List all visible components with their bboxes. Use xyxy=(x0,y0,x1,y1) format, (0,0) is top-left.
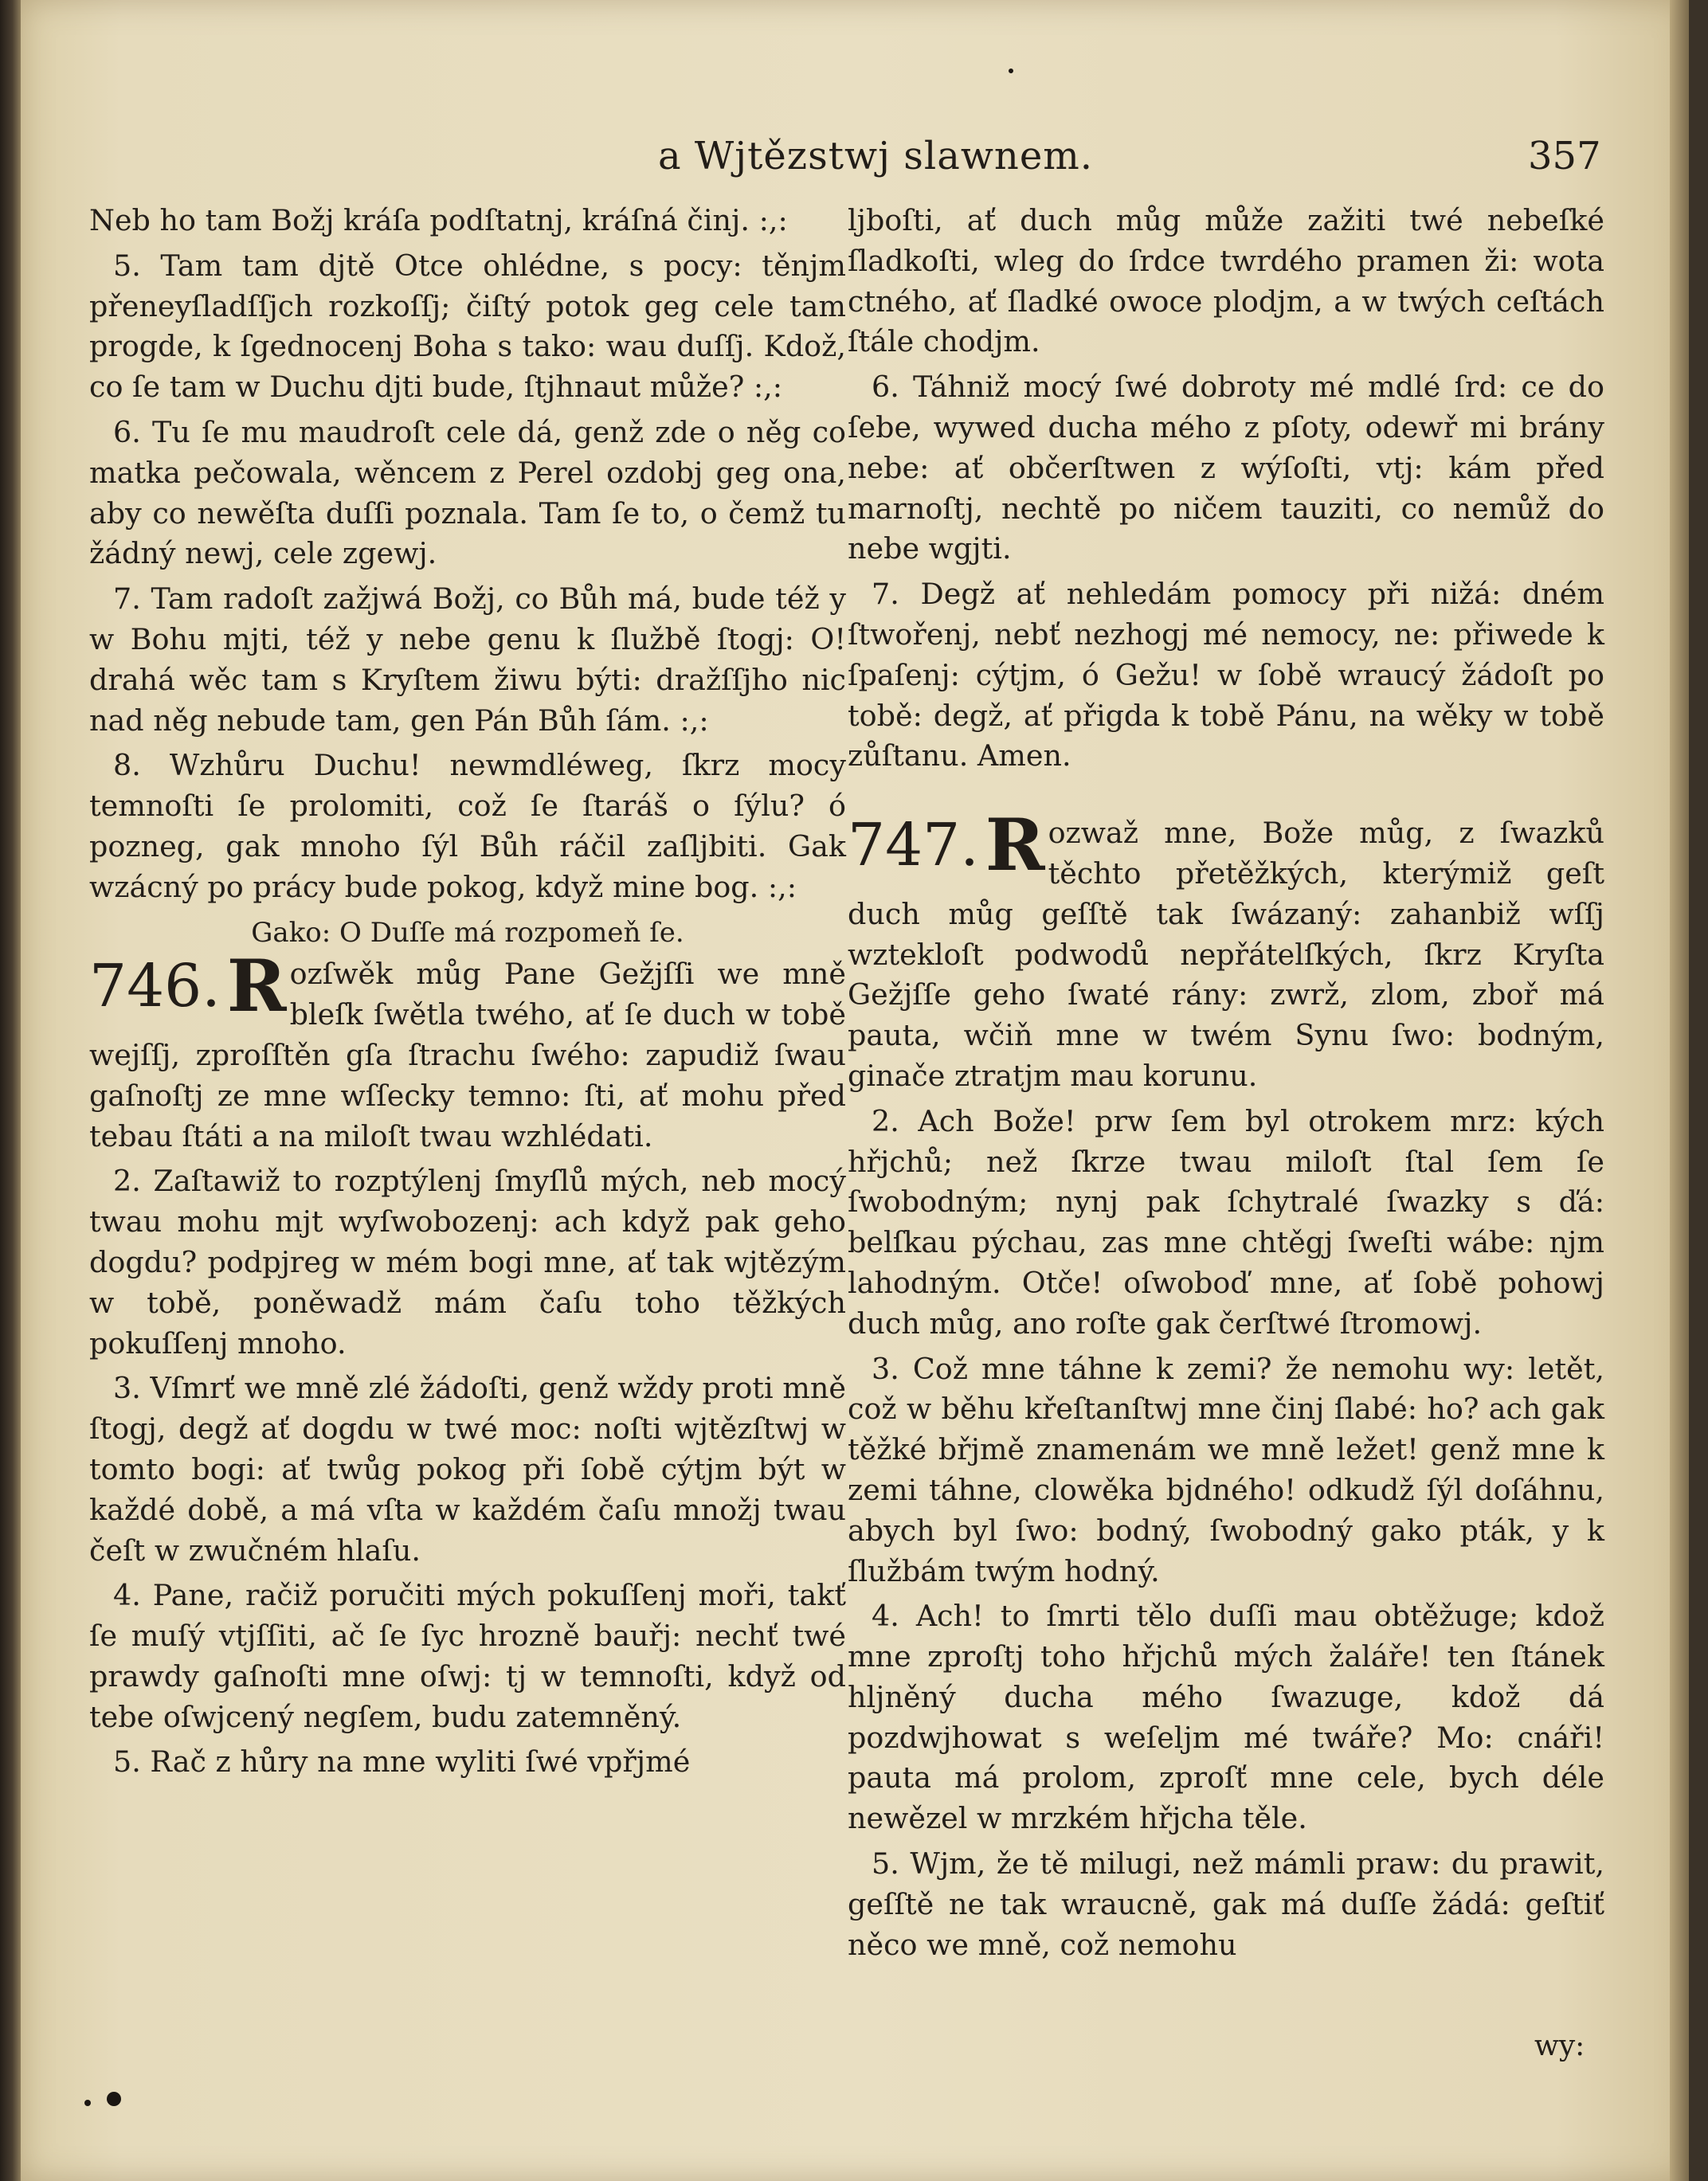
paragraph: 7. Tam radoſt zažjwá Božj, co Bůh má, bude též y w Bohu mjti, též y nebe genu k ſlužbě ſtogj: O! drahá wěc tam s Kryſtem žiwu býti: dražſſjho nic nad něg nebude tam, gen Pán Bůh ſám. :,: xyxy=(89,581,846,738)
hymn-746 xyxy=(89,944,846,1157)
running-head: a Wjtězstwj slawnem. xyxy=(658,134,1094,178)
paragraph: 3. Což mne táhne k zemi? že nemohu wy: letět, což w běhu křeſtanſtwj mne činj ſlabé: ho? ach gak těžké břjmě znamenám we mně ležet! genž mne k zemi táhne, clowěka bjdného! odkudž ſýl doſáhnu, abych byl ſwo: bodný, ſwobodný gako pták, y k ſlužbám twým hodný. xyxy=(848,1351,1604,1588)
paragraph: 8. Wzhůru Duchu! newmdléweg, ſkrz mocy temnoſti ſe prolomiti, což ſe ſtaráš o ſýlu? ó pozneg, gak mnoho ſýl Bůh ráčil zaſljbiti. Gak wzácný po prácy bude pokog, když mine bog. :,: xyxy=(89,748,846,904)
tune-indication: Gako: O Duſſe má rozpomeň ſe. xyxy=(251,916,684,949)
paragraph: 2. Ach Bože! prw ſem byl otrokem mrz: kých hřjchů; než ſkrze twau miloſt ſtal ſem ſe ſwobodným; nynj pak ſchytralé ſwazky s ďá: belſkau pýchau, zas mne chtěgj ſweſti wábe: njm lahodným. Otče! oſwoboď mne, ať ſobě pohowj duch můg, ano roſte gak čerſtwé ſtromowj. xyxy=(848,1103,1604,1341)
spacer xyxy=(848,781,1604,813)
paragraph: ljboſti, ať duch můg může zažiti twé nebeſké ſladkoſti, wleg do ſrdce twrdého pramen ži: wota ctného, ať ſladké owoce plodjm, a w twých ceſtách ſtále chodjm. xyxy=(848,203,1604,359)
paragraph: 4. Pane, račiž poručiti mých pokuſſenj moři, takť ſe muſý vtjſſiti, ač ſe ſyc hrozně bauřj: nechť twé prawdy gaſnoſti mne oſwj: tj w temnoſti, když od tebe oſwjcený negſem, budu zatemněný. xyxy=(89,1578,846,1734)
paragraph: 5. Wjm, že tě milugi, než mámli praw: du prawit, geſſtě ne tak wraucně, gak má duſſe žádá: geſtiť něco we mně, což nemohu xyxy=(848,1846,1604,1962)
hymn-number: 747. xyxy=(848,811,979,880)
paragraph: 5. Tam tam djtě Otce ohlédne, s pocy: těnjm přeneyſladſſjch rozkoſſj; čiſtý potok geg cele tam progde, k ſgednocenj Boha s tako: wau duſſj. Kdož, co ſe tam w Duchu djti bude, ſtjhnaut může? :,: xyxy=(89,248,846,405)
hymn-number: 746. xyxy=(89,952,221,1021)
paragraph: 6. Tu ſe mu maudroſt cele dá, genž zde o něg co matka pečowala, wěncem z Perel ozdobj geg ona, aby co newěſta duſſi poznala. Tam ſe to, o čemž tu žádný newj, cele zgewj. xyxy=(89,414,846,571)
book-page xyxy=(21,0,1689,2181)
paragraph: 4. Ach! to ſmrti tělo duſſi mau obtěžuge; kdož mne zproſtj toho hřjchů mých žaláře! ten ſtánek hljněný ducha mého ſwazuge, kdož dá pozdwjhowat s weſeljm mé twáře? Mo: cnáři! pauta má prolom, zproſť mne cele, bych déle newězel w mrzkém hřjcha těle. xyxy=(848,1599,1604,1836)
paragraph: 6. Táhniž mocý ſwé dobroty mé mdlé ſrd: ce do ſebe, wywed ducha mého z pſoty, odewř mi brány nebe: ať občerſtwen z wýſoſti, vtj: kám před marnoſtj, nechtě po ničem tauziti, co nemůž do nebe wgjti. xyxy=(848,370,1604,566)
paragraph: 5. Rač z hůry na mne wyliti ſwé vpřjmé xyxy=(113,1744,691,1780)
paragraph: 3. Vſmrť we mně zlé žádoſti, genž wždy proti mně ſtogj, degž ať dogdu w twé moc: noſti wjtězſtwj w tomto bogi: ať twůg pokog při ſobě cýtjm být w každé době, a má vſta w každém čaſu množj twau čeſt w zwučném hlaſu. xyxy=(89,1371,846,1568)
left-column xyxy=(89,201,846,1787)
right-column xyxy=(848,201,1604,1970)
hymn-747 xyxy=(848,803,1604,1097)
drop-initial: R xyxy=(226,944,287,1029)
ink-spot xyxy=(107,2092,121,2106)
paragraph: Neb ho tam Božj kráſa podſtatnj, kráſná činj. :,: xyxy=(89,203,788,237)
hymn-text: ozſwěk můg Pane Gežjſſi we mně bleſk ſwětla twého, ať ſe duch w tobě wejſſj, zproſſtěn gſa ſtrachu ſwého: zapudiž ſwau gaſnoſtj ze mne wſſecky temno: ſti, ať mohu před tebau ſtáti a na miloſt twau wzhlédati. xyxy=(89,957,846,1153)
ink-spot xyxy=(1009,69,1013,73)
drop-initial: R xyxy=(985,803,1045,888)
hymn-text: ozwaž mne, Bože můg, z ſwazků těchto přetěžkých, kterýmiž geſt duch můg geſſtě tak ſwázaný: zahanbiž wſſj wztekloſt podwodů nepřátelſkých, ſkrz Kryſta Gežjſſe geho ſwaté rány: zwrž, zlom, zboř má pauta, wčiň mne w twém Synu ſwo: bodným, ginače ztratjm mau korunu. xyxy=(848,816,1604,1093)
paragraph: 2. Zaſtawiž to rozptýlenj ſmyſlů mých, neb mocý twau mohu mjt wyſwobozenj: ach když pak geho dogdu? podpjreg w mém bogi mne, ať tak wjtězým w tobě, poněwadž mám čaſu toho těžkých pokuſſenj mnoho. xyxy=(89,1164,846,1361)
ink-spot xyxy=(84,2100,91,2106)
page-number: 357 xyxy=(1528,134,1601,178)
page-edge xyxy=(1670,0,1689,2181)
catchword: wy: xyxy=(1534,2030,1585,2062)
binding-shadow xyxy=(0,0,21,2181)
paragraph: 7. Degž ať nehledám pomocy při nižá: dném ſtwořenj, nebť nezhogj mé nemocy, ne: přiwede k ſpaſenj: cýtjm, ó Gežu! w ſobě wraucý žádoſt po tobě: degž, ať přigda k tobě Pánu, na wěky w tobě zůſtanu. Amen. xyxy=(848,577,1604,773)
